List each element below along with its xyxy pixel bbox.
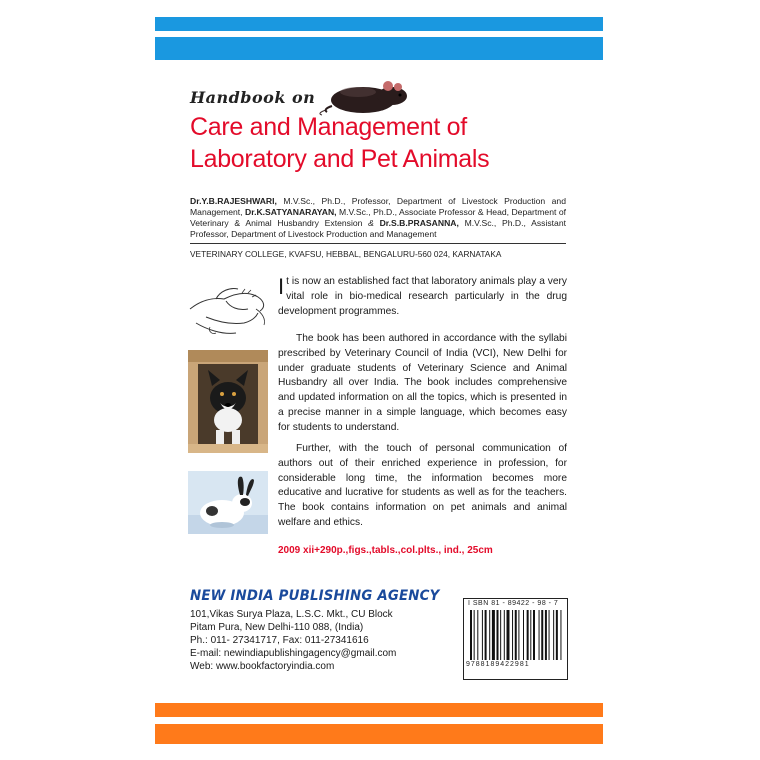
top-blue-band-thin xyxy=(155,17,603,31)
divider-rule xyxy=(190,243,566,244)
top-blue-band-thick xyxy=(155,37,603,60)
bottom-orange-band-thick xyxy=(155,724,603,744)
college-line: VETERINARY COLLEGE, KVAFSU, HEBBAL, BENGALURU-560 024, KARNATAKA xyxy=(190,249,502,259)
author-1-desc: M.V.Sc., Ph.D., Professor, Department of Livestock Production and Management, xyxy=(190,196,566,217)
hand-rat-drawing-image xyxy=(186,279,270,339)
author-3-desc: M.V.Sc., Ph.D., Assistant Professor, Department of Livestock Production and Management xyxy=(190,218,566,239)
publisher-name: NEW INDIA PUBLISHING AGENCY xyxy=(190,588,440,604)
title-line-1: Care and Management of xyxy=(190,113,467,141)
publisher-address-2: Pitam Pura, New Delhi-110 088, (India) xyxy=(190,622,364,633)
drop-cap: I xyxy=(278,274,285,299)
author-3-name: Dr.S.B.PRASANNA, xyxy=(373,218,459,228)
author-2-desc: M.V.Sc., Ph.D., Associate Professor & Head, Department of Veterinary & Animal Husbandry Extension xyxy=(190,207,566,228)
isbn-block xyxy=(463,598,568,680)
experience-paragraph: Further, with the touch of personal communication of authors out of their enriched experience in profession, for considerable long time, the information becomes more educative and lucrative for students as well as for the teachers. The book contains information on pet animals and animal welfare and ethics. xyxy=(278,443,567,528)
dog-kennel-image xyxy=(188,350,268,453)
authors-ampersand: & xyxy=(368,218,374,228)
mouse-image xyxy=(318,76,418,116)
author-1-name: Dr.Y.B.RAJESHWARI, xyxy=(190,196,277,206)
author-2-name: Dr.K.SATYANARAYAN, xyxy=(245,207,337,217)
isbn-label: I SBN 81 - 89422 - 98 - 7 xyxy=(468,600,559,607)
rabbit-image xyxy=(188,471,268,534)
intro-paragraph xyxy=(278,275,567,319)
intro-text: t is now an established fact that laboratory animals play a very vital role in bio-medical research particularly in the drug development programmes. xyxy=(278,276,567,317)
syllabus-paragraph: The book has been authored in accordance with the syllabi prescribed by Veterinary Council of India (VCI), New Delhi for under graduate students of Veterinary Science and Animal Husbandry all over India. The book includes comprehensive and updated information on all the topics, which is presented in a precise manner in a simple language, which becomes easy for students to understand. xyxy=(278,333,567,433)
handbook-label: Handbook on xyxy=(190,88,316,107)
publisher-web: Web: www.bookfactoryindia.com xyxy=(190,661,335,672)
publisher-email: E-mail: newindiapublishingagency@gmail.com xyxy=(190,648,397,659)
authors-block xyxy=(190,196,566,240)
publisher-phone: Ph.: 011- 27341717, Fax: 011-27341616 xyxy=(190,635,369,646)
publication-details: 2009 xii+290p.,figs.,tabls.,col.plts., ind., 25cm xyxy=(278,545,493,556)
bottom-orange-band-thin xyxy=(155,703,603,717)
barcode-number: 9788189422981 xyxy=(466,661,530,668)
barcode-image xyxy=(470,610,562,660)
publisher-address-1: 101,Vikas Surya Plaza, L.S.C. Mkt., CU Block xyxy=(190,609,393,620)
title-line-2: Laboratory and Pet Animals xyxy=(190,145,490,173)
